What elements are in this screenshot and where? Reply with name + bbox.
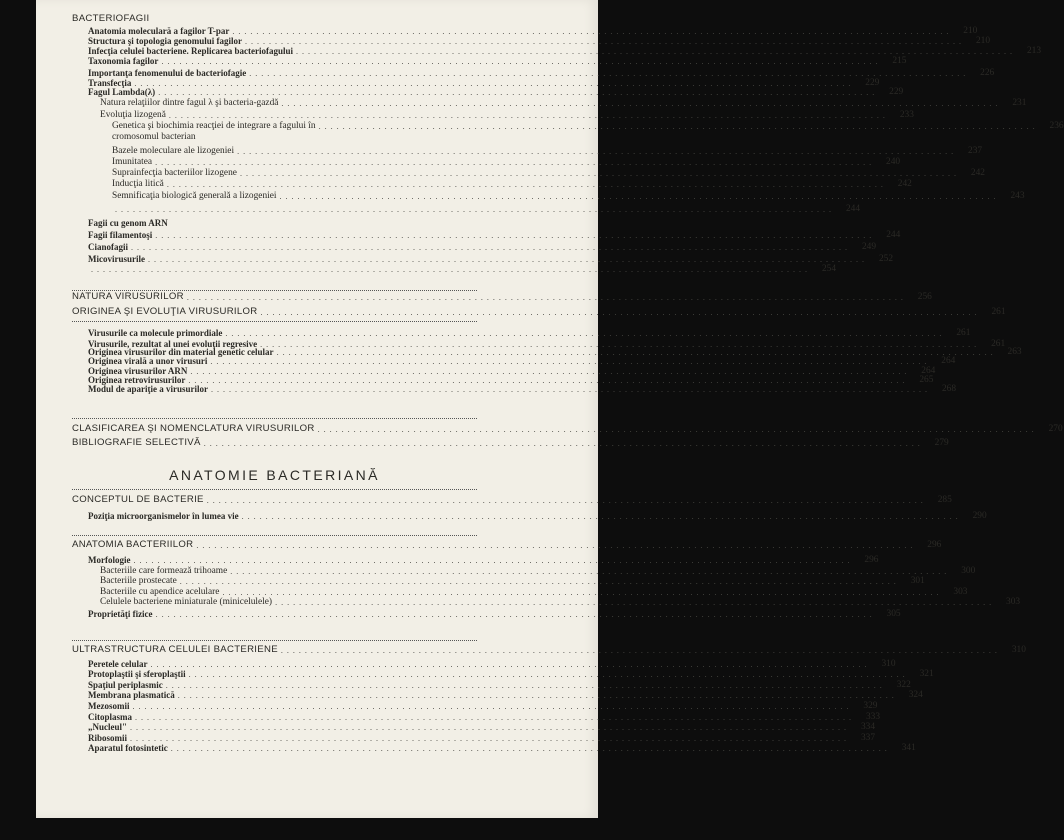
toc-entry-title: NATURA VIRUSURILOR (72, 291, 184, 302)
dot-leader: ........................................................................................................................ (131, 243, 852, 252)
toc-entry-page: 243 (1010, 191, 1025, 201)
dot-leader: ........................................................................................................................ (232, 27, 953, 36)
toc-entry-page: 263 (1007, 347, 1022, 357)
toc-entry-title: Fagii filamentoşi (88, 230, 153, 240)
toc-entry-page: 242 (970, 168, 985, 178)
dot-leader: ........................................................................................................................ (170, 744, 891, 753)
toc-entry (72, 121, 1064, 131)
toc-entry-title: Originea virală a unor virusuri (88, 356, 208, 366)
dot-leader: ........................................................................................................................ (130, 734, 851, 743)
toc-entry-title: Bacteriile cu apendice acelulare (100, 587, 220, 597)
toc-entry-page: 300 (961, 566, 976, 576)
toc-entry (72, 146, 983, 156)
dot-leader: ........................................................................................................................ (239, 169, 960, 178)
toc-entry-page: 296 (864, 555, 879, 565)
dot-leader: ........................................................................................................................ (155, 158, 876, 167)
toc-entry (72, 132, 477, 142)
toc-entry-page: 334 (860, 722, 875, 732)
toc-entry-title: Evoluţia lizogenă (100, 110, 166, 120)
toc-entry (72, 609, 901, 619)
toc-entry-title: Modul de apariţie a virusurilor (88, 384, 208, 394)
dot-leader: ........................................................................................................................ (168, 111, 889, 120)
toc-entry (72, 157, 901, 167)
toc-entry-page: 210 (963, 26, 978, 36)
toc-entry-title: Poziţia microorganismelor în lumea vie (88, 511, 239, 521)
toc-entry-title: Fagul Lambda(λ) (88, 87, 156, 97)
toc-entry (72, 26, 978, 36)
toc-entry-title: Bazele moleculare ale lizogeniei (112, 146, 235, 156)
toc-entry-title: Virusurile ca molecule primordiale (88, 328, 223, 338)
dot-leader: ........................................................................................................................ (230, 567, 951, 576)
toc-entry-title: BIBLIOGRAFIE SELECTIVĂ (72, 437, 201, 448)
dot-leader: ........................................................................................................................ (134, 79, 855, 88)
toc-entry-title: Bacteriile care formează trihoame (100, 566, 228, 576)
toc-entry-page: 305 (886, 609, 901, 619)
toc-entry-page: 261 (991, 339, 1006, 349)
toc-entry-title: Mezosomii (88, 701, 130, 711)
dot-leader: ........................................................................................................................ (318, 122, 1039, 131)
toc-entry-title: Genetica şi biochimia reacţiei de integrare a fagului în (112, 121, 316, 131)
dot-leader: ........................................................................................................................ (275, 598, 996, 607)
dot-leader: ........................................................................................................................ (241, 512, 962, 521)
dot-leader: ........................................................................................................................ (281, 99, 1002, 108)
toc-entry (72, 597, 1021, 607)
toc-entry (72, 218, 477, 228)
toc-entry-title: Originea virusurilor ARN (88, 366, 188, 376)
dot-leader: ........................................................................................................................ (196, 541, 917, 550)
toc-entry-title: „Nucleul" (88, 722, 127, 732)
section-divider (72, 535, 477, 537)
toc-entry-page: 244 (845, 204, 860, 214)
dot-leader: ........................................................................................................................ (276, 348, 997, 357)
toc-entry-page: 337 (860, 733, 876, 743)
toc-entry-title: CONCEPTUL DE BACTERIE (72, 494, 204, 505)
toc-entry-title: BACTERIOFAGII (72, 13, 150, 24)
toc-entry-title: CLASIFICAREA ŞI NOMENCLATURA VIRUSURILOR (72, 423, 315, 434)
toc-entry-title: Membrana plasmatică (88, 690, 175, 700)
toc-entry-page: 240 (886, 157, 901, 167)
toc-entry-title: ULTRASTRUCTURA CELULEI BACTERIENE (72, 644, 278, 655)
dot-leader: ........................................................................................................................ (158, 88, 879, 97)
toc-entry-title: Morfologie (88, 555, 131, 565)
toc-entry-page: 226 (980, 68, 995, 78)
dot-leader: ........................................................................................................................ (186, 293, 907, 302)
toc-entry (72, 230, 901, 240)
toc-entry (72, 191, 1025, 201)
toc-entry-page: 256 (917, 292, 932, 302)
toc-entry-page: 229 (889, 87, 904, 97)
toc-entry (72, 511, 987, 521)
toc-entry-title: Ribosomii (88, 733, 128, 743)
toc-entry-title: Originea retrovirusurilor (88, 375, 186, 385)
section-divider (72, 418, 477, 420)
section-divider (72, 640, 477, 642)
dot-leader: ........................................................................................................................ (155, 610, 876, 619)
toc-entry-page: 310 (881, 659, 896, 669)
toc-entry-page: 264 (941, 356, 956, 366)
dot-leader: ........................................................................................................................ (225, 329, 946, 338)
toc-entry-page: 324 (908, 690, 923, 700)
toc-entry (72, 566, 976, 576)
toc-entry-title: Spaţiul periplasmic (88, 680, 163, 690)
toc-entry (72, 98, 1027, 108)
toc-entry-page: 303 (953, 587, 968, 597)
toc-entry-title: Micovirusurile (88, 254, 145, 264)
toc-entry-title: Cianofagii (88, 242, 129, 252)
dot-leader: ........................................................................................................................ (135, 713, 856, 722)
toc-entry (72, 733, 876, 743)
toc-entry (72, 690, 923, 700)
dot-leader: ........................................................................................................................ (296, 47, 1017, 56)
toc-entry-title: Infecţia celulei bacteriene. Replicarea bacteriofagului (88, 46, 294, 56)
dot-leader: ........................................................................................................................ (317, 425, 1038, 434)
toc-entry (72, 743, 916, 753)
dot-leader: ........................................................................................................................ (188, 670, 909, 679)
toc-entry-page: 261 (956, 328, 971, 338)
dot-leader: ........................................................................................................................ (177, 691, 898, 700)
toc-entry-page: 333 (865, 712, 881, 722)
dot-leader: ........................................................................................................................ (260, 340, 981, 349)
toc-entry-page: 236 (1049, 121, 1064, 131)
toc-entry-page: 279 (934, 438, 949, 448)
dot-leader: ........................................................................................................................ (206, 496, 927, 505)
toc-entry (72, 204, 860, 214)
toc-entry-title: Natura relaţiilor dintre fagul λ şi bacteria-gazdă (100, 98, 279, 108)
toc-entry-title: Importanţa fenomenului de bacteriofagie (88, 68, 247, 78)
toc-entry-title: Anatomia moleculară a fagilor T-par (88, 26, 230, 36)
toc-entry (72, 712, 881, 722)
toc-entry (72, 356, 956, 366)
toc-entry-page: 237 (968, 146, 983, 156)
toc-entry-title: Proprietăţi fizice (88, 609, 153, 619)
toc-entry (72, 56, 907, 66)
toc-entry-page: 244 (886, 230, 901, 240)
toc-entry-title: Imunitatea (112, 157, 153, 167)
toc-entry-page: 341 (901, 743, 916, 753)
toc-entry-title: ORIGINEA ŞI EVOLUŢIA VIRUSURILOR (72, 306, 258, 317)
toc-entry (72, 36, 991, 46)
toc-entry (72, 306, 1006, 317)
toc-entry-page: 296 (927, 540, 942, 550)
toc-entry (72, 680, 911, 690)
toc-entry (72, 87, 904, 97)
toc-entry (72, 576, 925, 586)
dot-leader: ........................................................................................................................ (179, 577, 900, 586)
toc-entry-title: Transfecţia (88, 78, 132, 88)
dot-leader: ........................................................................................................................ (130, 723, 850, 732)
toc-entry-title: Taxonomia fagilor (88, 56, 159, 66)
toc-entry (72, 179, 912, 189)
toc-entry (72, 659, 896, 669)
toc-entry (72, 254, 893, 264)
toc-entry-title: Inducţia litică (112, 179, 164, 189)
toc-entry (72, 437, 949, 448)
toc-entry-page: 249 (861, 242, 877, 252)
toc-entry-page: 285 (937, 495, 952, 505)
toc-entry (72, 423, 1063, 434)
dot-leader: ........................................................................................................................ (165, 681, 886, 690)
toc-entry (72, 722, 875, 732)
dot-leader: ........................................................................................................................ (279, 192, 1000, 201)
toc-entry (72, 494, 952, 505)
toc-entry-page: 264 (921, 366, 936, 376)
toc-entry-page: 229 (865, 78, 880, 88)
dot-leader: ........................................................................................................................ (222, 588, 943, 597)
toc-entry (72, 384, 956, 394)
toc-entry-title: Celulele bacteriene miniaturale (minicelulele) (100, 597, 273, 607)
toc-entry-title: cromosomul bacterian (112, 132, 196, 142)
toc-entry (72, 68, 995, 78)
dot-leader: ........................................................................................................................ (166, 180, 887, 189)
toc-entry (72, 110, 914, 120)
toc-entry-page: 321 (919, 669, 934, 679)
dot-leader: ........................................................................................................................ (211, 385, 931, 394)
toc-entry-page: 270 (1048, 424, 1063, 434)
dot-leader: ........................................................................................................................ (203, 439, 924, 448)
toc-entry (72, 701, 878, 711)
toc-entry-title: ANATOMIA BACTERIILOR (72, 539, 194, 550)
dot-leader: ........................................................................................................................ (132, 702, 853, 711)
toc-entry (72, 328, 971, 338)
toc-entry (72, 242, 877, 252)
toc-entry-page: 254 (821, 264, 836, 274)
dot-leader: ........................................................................................................................ (188, 376, 909, 385)
dot-leader: ........................................................................................................................ (280, 646, 1001, 655)
toc-entry-title: Structura şi topologia genomului fagilor (88, 36, 243, 46)
dot-leader: ........................................................................................................................ (115, 205, 835, 214)
toc-entry (72, 291, 932, 302)
toc-entry (72, 264, 836, 274)
dot-leader: ........................................................................................................................ (148, 255, 868, 264)
toc-entry-page: 303 (1006, 597, 1021, 607)
toc-entry-title: Bacteriile prostecate (100, 576, 177, 586)
toc-entry-page: 261 (991, 307, 1006, 317)
toc-entry-page: 215 (892, 56, 907, 66)
toc-entry-title: Protoplaştii şi sferoplaştii (88, 669, 186, 679)
toc-entry-title: Citoplasma (88, 712, 133, 722)
dot-leader: ........................................................................................................................ (245, 37, 966, 46)
toc-entry-title: Suprainfecţia bacteriilor lizogene (112, 168, 237, 178)
toc-entry-title: Originea virusurilor din material genetic celular (88, 347, 274, 357)
toc-entry-page: 301 (910, 576, 925, 586)
toc-entry-page: 213 (1026, 46, 1042, 56)
dot-leader: ........................................................................................................................ (260, 308, 981, 317)
toc-entry-title: Virusurile, rezultat al unei evoluţii regresive (88, 339, 258, 349)
dot-leader: ........................................................................................................................ (133, 556, 854, 565)
toc-entry (72, 644, 1026, 655)
dot-leader: ........................................................................................................................ (190, 367, 911, 376)
toc-entry-page: 233 (899, 110, 914, 120)
dot-leader: ........................................................................................................................ (161, 57, 882, 66)
toc-entry-page: 310 (1011, 645, 1026, 655)
toc-entry-page: 265 (919, 375, 934, 385)
section-divider (72, 321, 477, 323)
section-divider (72, 489, 477, 491)
dot-leader: ........................................................................................................................ (91, 265, 811, 274)
dot-leader: ........................................................................................................................ (237, 147, 958, 156)
dot-leader: ........................................................................................................................ (150, 660, 871, 669)
toc-entry (72, 14, 477, 24)
toc-entry (72, 669, 934, 679)
toc-entry-page: 210 (975, 36, 991, 46)
toc-entry-page: 242 (897, 179, 912, 189)
toc-entry (72, 168, 985, 178)
toc-entry-page: 252 (878, 254, 893, 264)
toc-entry-page: 329 (863, 701, 878, 711)
toc-entry-page: 290 (972, 511, 987, 521)
toc-entry-page: 268 (941, 384, 956, 394)
toc-entry (72, 46, 1042, 56)
dot-leader: ........................................................................................................................ (249, 69, 970, 78)
toc-entry-title: Peretele celular (88, 659, 148, 669)
part-title: ANATOMIE BACTERIANĂ (169, 467, 380, 483)
toc-entry-title: Aparatul fotosintetic (88, 743, 168, 753)
toc-entry-title: Semnificaţia biologică generală a lizogeniei (112, 191, 277, 201)
toc-entry (72, 539, 942, 550)
toc-entry-title: Fagii cu genom ARN (88, 218, 168, 228)
toc-entry (72, 587, 968, 597)
dot-leader: ........................................................................................................................ (155, 231, 876, 240)
toc-entry-page: 231 (1012, 98, 1027, 108)
toc-entry-page: 322 (896, 680, 911, 690)
dot-leader: ........................................................................................................................ (210, 357, 931, 366)
toc-entry (72, 555, 879, 565)
